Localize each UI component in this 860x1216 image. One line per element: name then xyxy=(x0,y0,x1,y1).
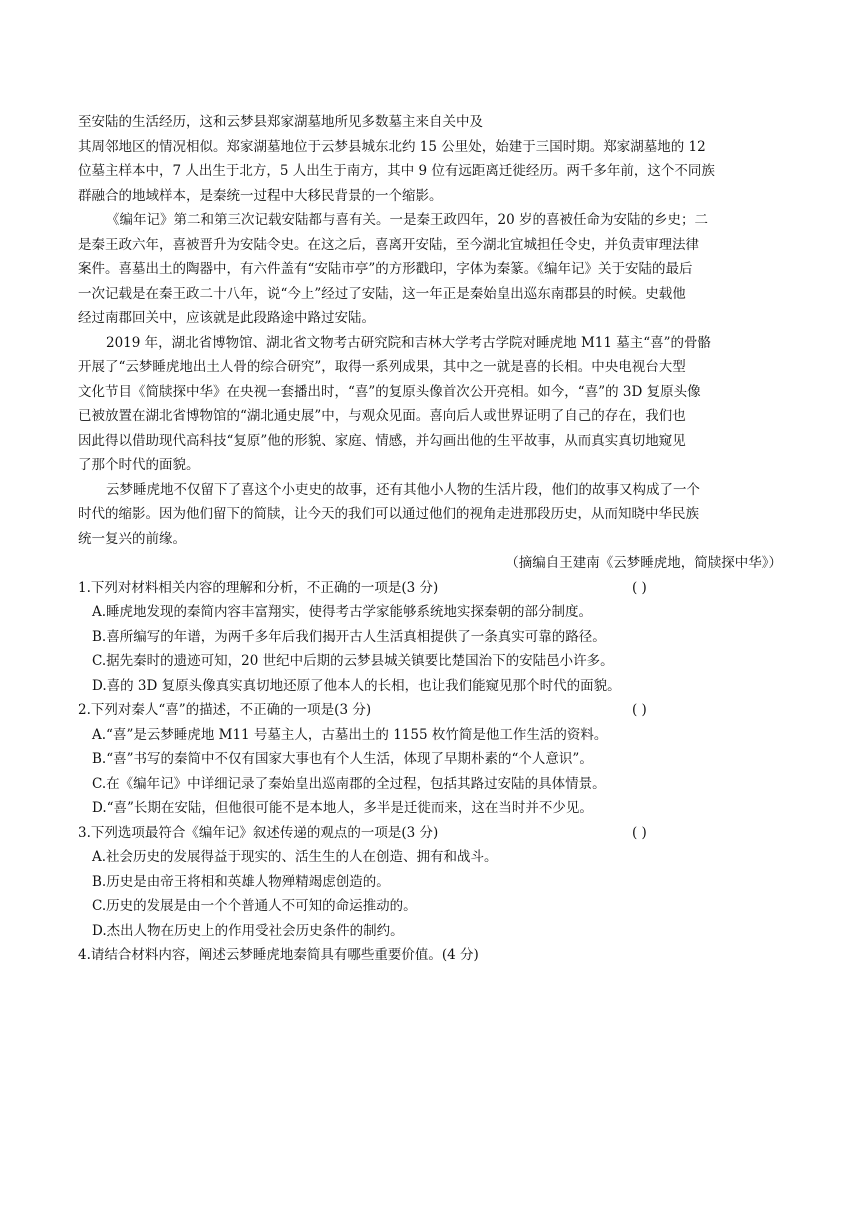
text-line: 位墓主样本中，7 人出生于北方，5 人出生于南方，其中 9 位有远距离迁徙经历。两千多年前，这个不同族 xyxy=(78,163,715,179)
paragraph-4 xyxy=(78,478,782,552)
question-3 xyxy=(78,821,782,944)
option-d: D.“喜”长期在安陆，但他很可能不是本地人，多半是迁徙而来，这在当时并不少见。 xyxy=(92,800,593,816)
question-text: 1.下列对材料相关内容的理解和分析，不正确的一项是(3 分) xyxy=(78,579,439,596)
answer-paren: ( ) xyxy=(632,579,647,596)
text-line: 文化节目《简牍探中华》在央视一套播出时，“喜”的复原头像首次公开亮相。如今，“喜”的 3D 复原头像 xyxy=(78,383,701,400)
option-a: A.睡虎地发现的秦简内容丰富翔实，使得考古学家能够系统地实探秦朝的部分制度。 xyxy=(92,604,593,620)
question-1 xyxy=(78,576,782,699)
option-c: C.在《编年记》中详细记录了秦始皇出巡南郡的全过程，包括其路过安陆的具体情景。 xyxy=(92,775,606,792)
answer-paren: ( ) xyxy=(632,702,647,718)
text-line: 其周邻地区的情况相似。郑家湖墓地位于云梦县城东北约 15 公里处，始建于三国时期。郑家湖墓地的 12 xyxy=(78,138,706,155)
text-line: 已被放置在湖北省博物馆的“湖北通史展”中，与观众见面。喜向后人或世界证明了自己的存在，我们也 xyxy=(78,408,686,424)
answer-paren: ( ) xyxy=(632,824,647,841)
option-c: C.据先秦时的遗迹可知，20 世纪中后期的云梦县城关镇要比楚国治下的安陆邑小许多。 xyxy=(92,653,614,669)
text-line: 因此得以借助现代高科技“复原”他的形貌、家庭、情感，并勾画出他的生平故事，从而真实真切地窥见 xyxy=(78,432,686,449)
option-a: A.社会历史的发展得益于现实的、活生生的人在创造、拥有和战斗。 xyxy=(92,849,498,865)
question-text: 2.下列对秦人“喜”的描述，不正确的一项是(3 分) xyxy=(78,702,372,718)
text-line: 了那个时代的面貌。 xyxy=(78,457,200,473)
option-b: B.喜所编写的年谱，为两千多年后我们揭开古人生活真相提供了一条真实可靠的路径。 xyxy=(92,628,606,645)
text-line: 开展了“云梦睡虎地出土人骨的综合研究”，取得一系列成果，其中之一就是喜的长相。中央电视台大型 xyxy=(78,359,686,375)
question-2 xyxy=(78,698,782,821)
option-d: D.喜的 3D 复原头像真实真切地还原了他本人的长相，也让我们能窥见那个时代的面貌。 xyxy=(92,677,621,694)
option-a: A.“喜”是云梦睡虎地 M11 号墓主人，古墓出土的 1155 枚竹简是他工作生活的资料。 xyxy=(92,726,608,743)
paragraph-2 xyxy=(78,208,782,331)
source-citation: （摘编自王建南《云梦睡虎地，简牍探中华》） xyxy=(505,555,782,571)
text-line: 统一复兴的前缘。 xyxy=(78,530,186,547)
option-d: D.杰出人物在历史上的作用受社会历史条件的制约。 xyxy=(92,922,404,939)
question-stem xyxy=(78,698,782,723)
text-line: 一次记载是在秦王政二十八年，说“今上”经过了安陆，这一年正是秦始皇出巡东南郡县的时候。史载他 xyxy=(78,285,686,302)
text-line: 《编年记》第二和第三次记载安陆都与喜有关。一是秦王政四年，20 岁的喜被任命为安陆的乡史；二 xyxy=(106,212,708,228)
option-c: C.历史的发展是由一个个普通人不可知的命运推动的。 xyxy=(92,898,417,914)
text-line: 案件。喜墓出土的陶器中，有六件盖有“安陆市亭”的方形戳印，字体为秦篆。《编年记》关于安陆的最后 xyxy=(78,261,693,277)
question-text: 3.下列选项最符合《编年记》叙述传递的观点的一项是(3 分) xyxy=(78,824,439,841)
option-b: B.历史是由帝王将相和英雄人物殚精竭虑创造的。 xyxy=(92,873,390,890)
question-4 xyxy=(78,943,782,968)
text-line: 是秦王政六年，喜被晋升为安陆令史。在这之后，喜离开安陆，至今湖北宜城担任令史，并负责审理法律 xyxy=(78,236,699,253)
text-line: 云梦睡虎地不仅留下了喜这个小吏史的故事，还有其他小人物的生活片段，他们的故事又构成了一个 xyxy=(106,481,700,498)
question-stem xyxy=(78,576,782,601)
paragraph-1 xyxy=(78,110,782,208)
text-line: 2019 年，湖北省博物馆、湖北省文物考古研究院和吉林大学考古学院对睡虎地 M11 墓主“喜”的骨骼 xyxy=(106,334,712,351)
text-line: 群融合的地域样本，是秦统一过程中大移民背景的一个缩影。 xyxy=(78,187,443,204)
text-line: 时代的缩影。因为他们留下的简牍，让今天的我们可以通过他们的视角走进那段历史，从而知晓中华民族 xyxy=(78,506,699,522)
document-page xyxy=(78,110,782,968)
question-text: 4.请结合材料内容，阐述云梦睡虎地秦简具有哪些重要价值。(4 分) xyxy=(78,947,479,963)
text-line: 经过南郡回关中，应该就是此段路途中路过安陆。 xyxy=(78,310,375,326)
paragraph-3 xyxy=(78,331,782,478)
text-line: 至安陆的生活经历，这和云梦县郑家湖墓地所见多数墓主来自关中及 xyxy=(78,114,483,130)
option-b: B.“喜”书写的秦简中不仅有国家大事也有个人生活，体现了早期朴素的“个人意识”。 xyxy=(92,751,593,767)
question-stem xyxy=(78,821,782,846)
